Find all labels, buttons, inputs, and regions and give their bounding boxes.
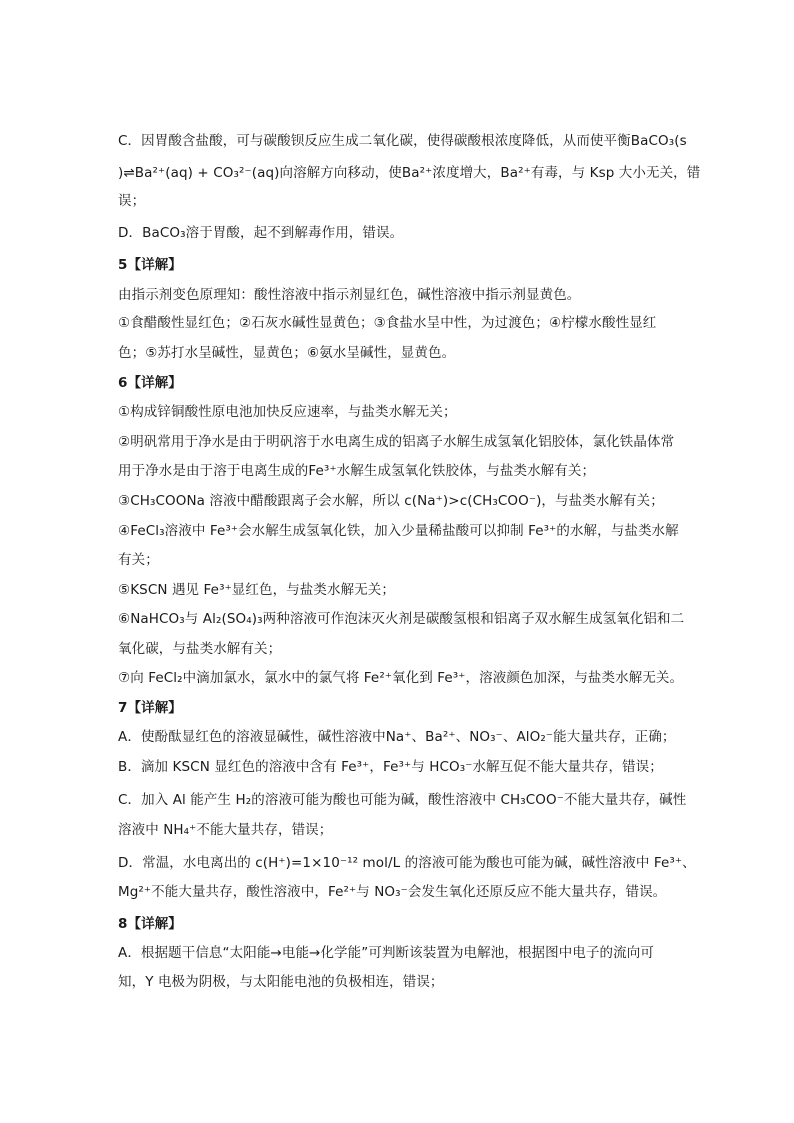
text-line: 由指示剂变色原理知：酸性溶液中指示剂显红色，碱性溶液中指示剂显黄色。 (118, 287, 581, 303)
text-line: ⑤KSCN 遇见 Fe³⁺显红色，与盐类水解无关； (118, 582, 396, 598)
text-line: ④FeCl₃溶液中 Fe³⁺会水解生成氢氧化铁，加入少量稀盐酸可以抑制 Fe³⁺的水解，与盐类水解 (118, 523, 679, 539)
section-heading: 5【详解】 (118, 257, 182, 273)
section-heading: 7【详解】 (118, 700, 182, 716)
text-line: ③CH₃COONa 溶液中醋酸跟离子会水解，所以 c(Na⁺)>c(CH₃COO⁻)，与盐类水解有关； (118, 493, 664, 509)
text-line: B．滴加 KSCN 显红色的溶液中含有 Fe³⁺，Fe³⁺与 HCO₃⁻水解互促不能大量共存，错误； (118, 759, 663, 775)
section-heading: 8【详解】 (118, 916, 182, 932)
text-line: 氧化碳，与盐类水解有关； (118, 641, 282, 657)
text-line: ①构成锌铜酸性原电池加快反应速率，与盐类水解无关； (118, 404, 457, 420)
text-line: D．BaCO₃溶于胃酸，起不到解毒作用，错误。 (118, 225, 404, 241)
text-line: 用于净水是由于溶于电离生成的Fe³⁺水解生成氢氧化铁胶体，与盐类水解有关； (118, 463, 596, 479)
text-line: D．常温，水电离出的 c(H⁺)=1×10⁻¹² mol/L 的溶液可能为酸也可能为碱，碱性溶液中 Fe³⁺、 (118, 855, 696, 871)
text-line: C．加入 Al 能产生 H₂的溶液可能为酸也可能为碱，酸性溶液中 CH₃COO⁻不能大量共存，碱性 (118, 792, 687, 808)
text-line: ⑦向 FeCl₂中滴加氯水，氯水中的氯气将 Fe²⁺氧化到 Fe³⁺，溶液颜色加深，与盐类水解无关。 (118, 670, 684, 686)
text-line: A．根据题干信息“太阳能→电能→化学能”可判断该装置为电解池，根据图中电子的流向可 (118, 945, 654, 961)
text-line: Mg²⁺不能大量共存，酸性溶液中，Fe²⁺与 NO₃⁻会发生氧化还原反应不能大量共存，错误。 (118, 884, 667, 900)
text-line: 有关； (118, 552, 159, 568)
text-line: 知，Y 电极为阴极，与太阳能电池的负极相连，错误； (118, 974, 444, 990)
text-line: 溶液中 NH₄⁺不能大量共存，错误； (118, 822, 333, 838)
text-line: ⑥NaHCO₃与 Al₂(SO₄)₃两种溶液可作泡沫灭火剂是碳酸氢根和铝离子双水解生成氢氧化铝和二 (118, 611, 685, 627)
text-line: 误； (118, 193, 146, 209)
text-line: ①食醋酸性显红色；②石灰水碱性显黄色；③食盐水呈中性，为过渡色；④柠檬水酸性显红 (118, 315, 657, 331)
text-line: C．因胃酸含盐酸，可与碳酸钡反应生成二氧化碳，使得碳酸根浓度降低，从而使平衡BaCO₃(s (118, 133, 687, 149)
text-line: 色；⑤苏打水呈碱性，显黄色；⑥氨水呈碱性，显黄色。 (118, 345, 456, 361)
section-heading: 6【详解】 (118, 375, 182, 391)
text-line: A．使酚酞显红色的溶液显碱性，碱性溶液中Na⁺、Ba²⁺、NO₃⁻、AlO₂⁻能大量共存，正确； (118, 729, 676, 745)
text-line: )⇌Ba²⁺(aq) + CO₃²⁻(aq)向溶解方向移动，使Ba²⁺浓度增大，Ba²⁺有毒，与 Ksp 大小无关，错 (118, 165, 701, 181)
text-line: ②明矾常用于净水是由于明矾溶于水电离生成的铝离子水解生成氢氧化铝胶体，氯化铁晶体常 (118, 434, 675, 450)
